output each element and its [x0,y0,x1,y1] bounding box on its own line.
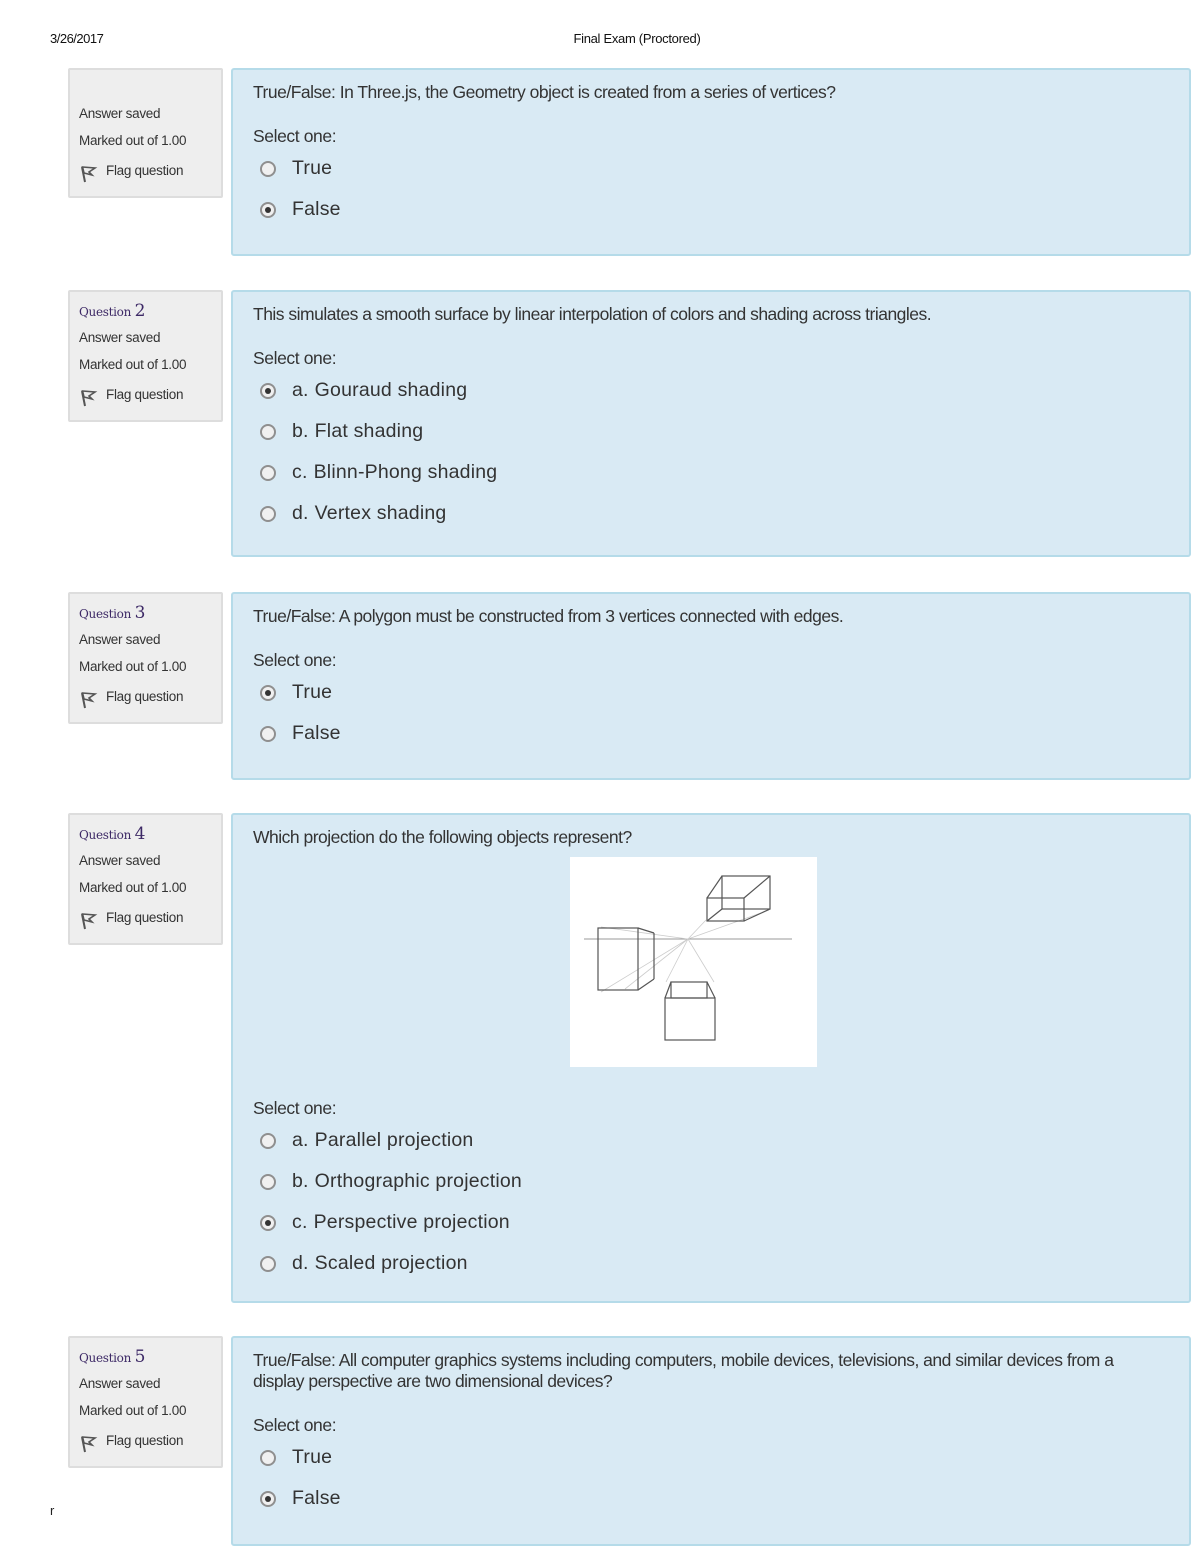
flag-question-label: Flag question [106,163,184,178]
select-one-label: Select one: [253,1415,337,1435]
question-number-value: 5 [134,1347,146,1367]
option-letter: d. [292,502,309,524]
question-text: Which projection do the following objects represent? [253,827,632,847]
answer-option[interactable] [253,370,1169,411]
question-number-value: 3 [134,603,146,623]
radio-button[interactable] [260,161,276,177]
question-word: Question [79,305,132,319]
flag-icon [79,909,99,927]
option-label: False [292,198,341,220]
flag-question-label: Flag question [106,910,184,925]
answer-option[interactable] [253,493,1169,534]
question-info [68,592,223,724]
option-label: Flat shading [314,420,424,442]
marks: Marked out of 1.00 [79,880,187,895]
option-label: True [292,1446,333,1468]
flag-icon [79,386,99,404]
marks: Marked out of 1.00 [79,357,187,372]
question-number-value: 4 [134,824,146,844]
answer-option[interactable] [253,1202,1169,1243]
flag-question-button[interactable] [79,680,213,714]
option-letter: c. [292,461,308,483]
question-content [231,813,1191,1303]
answer-option[interactable] [253,1478,1169,1519]
question-info [68,1336,223,1468]
answer-status: Answer saved [79,632,161,647]
option-letter: a. [292,379,309,401]
question-content [231,290,1191,557]
option-label: Parallel projection [314,1129,474,1151]
select-one-label: Select one: [253,1098,337,1118]
flag-icon [79,1432,99,1450]
option-label: Perspective projection [313,1211,510,1233]
radio-button[interactable] [260,685,276,701]
radio-button[interactable] [260,1174,276,1190]
question-number [79,76,213,100]
page-title: Final Exam (Proctored) [573,31,701,46]
question-number [79,1344,213,1370]
flag-question-label: Flag question [106,387,184,402]
perspective-boxes-drawing [570,857,817,1067]
option-label: True [292,681,333,703]
answer-status: Answer saved [79,853,161,868]
radio-button[interactable] [260,383,276,399]
option-letter: d. [292,1252,309,1274]
flag-question-button[interactable] [79,378,213,412]
answer-option[interactable] [253,148,1169,189]
question-text: This simulates a smooth surface by linear interpolation of colors and shading across triangles. [253,304,932,324]
option-label: Scaled projection [314,1252,468,1274]
option-label: Orthographic projection [314,1170,522,1192]
radio-button[interactable] [260,465,276,481]
option-label: False [292,722,341,744]
marks: Marked out of 1.00 [79,659,187,674]
radio-button[interactable] [260,1256,276,1272]
perspective-boxes-figure [570,857,817,1067]
question-text: True/False: All computer graphics systems including computers, mobile devices, televisions, and similar devices from a display perspective are two dimensional devices? [253,1350,1114,1391]
question-text: True/False: A polygon must be constructed from 3 vertices connected with edges. [253,606,844,626]
question-text: True/False: In Three.js, the Geometry object is created from a series of vertices? [253,82,836,102]
flag-icon [79,162,99,180]
answer-option[interactable] [253,411,1169,452]
question-word: Question [79,607,132,621]
radio-button[interactable] [260,506,276,522]
flag-icon [79,688,99,706]
question-info [68,68,223,198]
marks: Marked out of 1.00 [79,1403,187,1418]
answer-option[interactable] [253,1437,1169,1478]
option-letter: b. [292,1170,309,1192]
radio-button[interactable] [260,726,276,742]
flag-question-label: Flag question [106,689,184,704]
radio-button[interactable] [260,1215,276,1231]
answer-option[interactable] [253,713,1169,754]
marks: Marked out of 1.00 [79,133,187,148]
answer-status: Answer saved [79,106,161,121]
option-letter: a. [292,1129,309,1151]
flag-question-button[interactable] [79,1424,213,1458]
answer-status: Answer saved [79,330,161,345]
flag-question-button[interactable] [79,901,213,935]
answer-option[interactable] [253,452,1169,493]
select-one-label: Select one: [253,650,337,670]
radio-button[interactable] [260,1133,276,1149]
question-content [231,592,1191,780]
answer-option[interactable] [253,672,1169,713]
stray-mark: r [50,1503,55,1518]
radio-button[interactable] [260,1491,276,1507]
question-number [79,821,213,847]
option-letter: b. [292,420,309,442]
question-info [68,813,223,945]
option-label: Vertex shading [314,502,447,524]
answer-status: Answer saved [79,1376,161,1391]
select-one-label: Select one: [253,348,337,368]
radio-button[interactable] [260,424,276,440]
question-word: Question [79,828,132,842]
option-label: Gouraud shading [314,379,468,401]
question-number-value: 2 [134,301,146,321]
answer-option[interactable] [253,1161,1169,1202]
flag-question-button[interactable] [79,154,213,188]
option-label: False [292,1487,341,1509]
radio-button[interactable] [260,1450,276,1466]
question-content [231,1336,1191,1546]
option-letter: c. [292,1211,308,1233]
question-number [79,298,213,324]
select-one-label: Select one: [253,126,337,146]
answer-option[interactable] [253,1120,1169,1161]
answer-option[interactable] [253,189,1169,230]
option-label: Blinn-Phong shading [313,461,498,483]
question-number [79,600,213,626]
question-info [68,290,223,422]
answer-option[interactable] [253,1243,1169,1284]
page-date: 3/26/2017 [50,31,104,46]
question-word: Question [79,1351,132,1365]
radio-button[interactable] [260,202,276,218]
option-label: True [292,157,333,179]
flag-question-label: Flag question [106,1433,184,1448]
question-content [231,68,1191,256]
